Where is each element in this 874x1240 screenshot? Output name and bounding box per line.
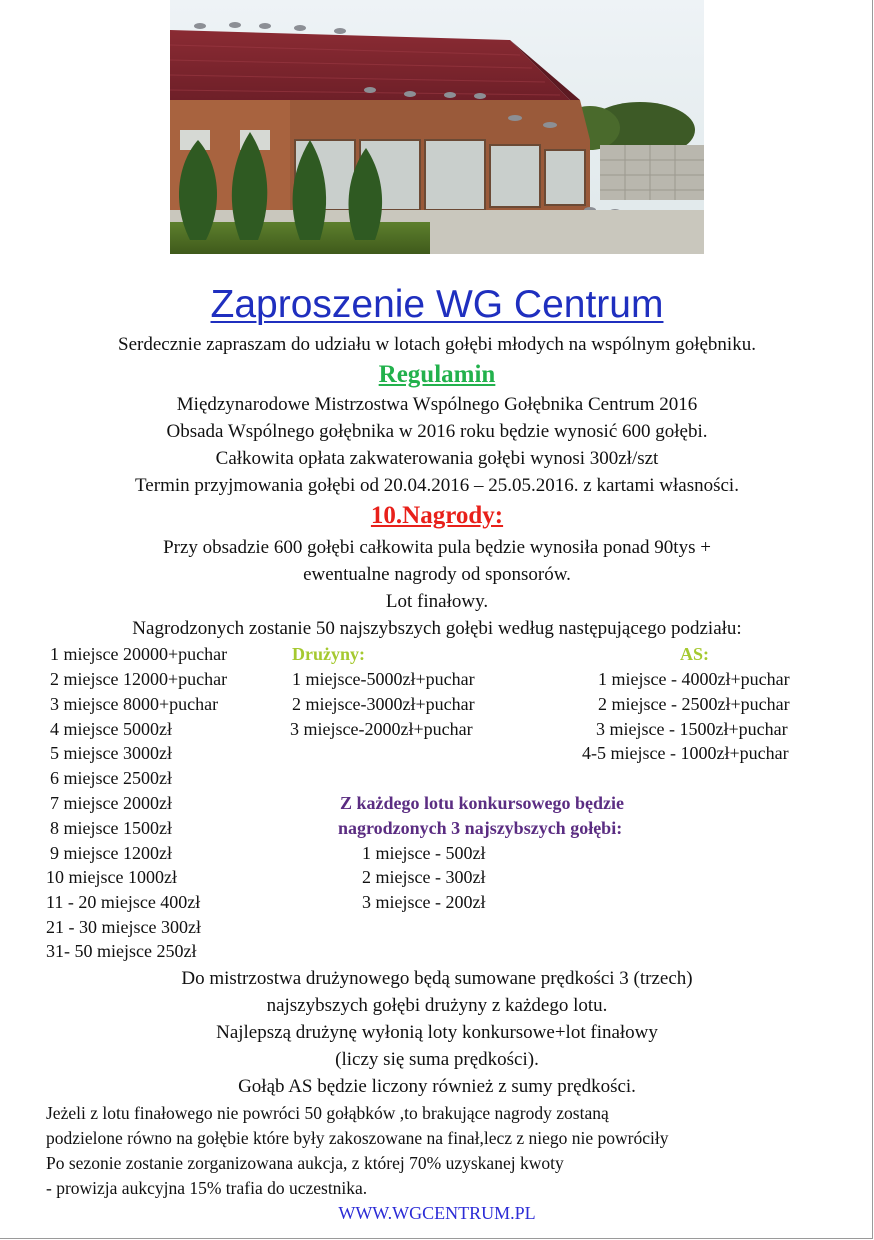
konkurs-heading-2: nagrodzonych 3 najszybszych gołębi: bbox=[338, 818, 623, 838]
place-item: 9 miejsce 1200zł bbox=[50, 843, 172, 863]
nagrody-line-1: Przy obsadzie 600 gołębi całkowita pula będzie wynosiła ponad 90tys + bbox=[163, 537, 711, 558]
place-item: 2 miejsce 12000+puchar bbox=[50, 669, 228, 689]
pigeon-loft-photo bbox=[170, 0, 704, 254]
nagrody-line-4: Nagrodzonych zostanie 50 najszybszych gołębi według następującego podziału: bbox=[132, 618, 742, 639]
as-item: 3 miejsce - 1500zł+puchar bbox=[596, 719, 788, 739]
nagrody-line-2: ewentualne nagrody od sponsorów. bbox=[303, 564, 571, 585]
place-item: 21 - 30 miejsce 300zł bbox=[46, 917, 201, 937]
as-item: 4-5 miejsce - 1000zł+puchar bbox=[582, 743, 789, 763]
konkurs-item: 3 miejsce - 200zł bbox=[362, 892, 486, 912]
place-item: 10 miejsce 1000zł bbox=[46, 867, 177, 887]
as-item: 2 miejsce - 2500zł+puchar bbox=[598, 694, 790, 714]
place-item: 1 miejsce 20000+puchar bbox=[50, 644, 228, 664]
place-item: 5 miejsce 3000zł bbox=[50, 743, 172, 763]
nagrody-heading: 10.Nagrody: bbox=[370, 502, 504, 529]
konkurs-heading-1: Z każdego lotu konkursowego będzie bbox=[340, 793, 625, 813]
closing-line-1: Do mistrzostwa drużynowego będą sumowane prędkości 3 (trzech) bbox=[181, 968, 693, 989]
regulamin-line-4: Termin przyjmowania gołębi od 20.04.2016 – 25.05.2016. z kartami własności. bbox=[135, 475, 739, 496]
regulamin-heading: Regulamin bbox=[378, 361, 496, 388]
druzyny-item: 1 miejsce-5000zł+puchar bbox=[292, 669, 475, 689]
closing-line-3: Najlepszą drużynę wyłonią loty konkursowe+lot finałowy bbox=[216, 1022, 658, 1043]
konkurs-item: 1 miejsce - 500zł bbox=[362, 843, 486, 863]
header-photo bbox=[170, 0, 704, 254]
closing-line-4: (liczy się suma prędkości). bbox=[335, 1049, 539, 1070]
regulamin-line-1: Międzynarodowe Mistrzostwa Wspólnego Gołębnika Centrum 2016 bbox=[176, 394, 698, 415]
as-item: 1 miejsce - 4000zł+puchar bbox=[598, 669, 790, 689]
note-line-2: podzielone równo na gołębie które były zakoszowane na finał,lecz z niego nie powróciły bbox=[46, 1128, 669, 1148]
place-item: 8 miejsce 1500zł bbox=[50, 818, 172, 838]
closing-line-2: najszybszych gołębi drużyny z każdego lotu. bbox=[266, 995, 608, 1016]
place-item: 4 miejsce 5000zł bbox=[50, 719, 172, 739]
place-item: 3 miejsce 8000+puchar bbox=[50, 694, 219, 714]
nagrody-line-3: Lot finałowy. bbox=[385, 591, 489, 612]
page-title: Zaproszenie WG Centrum bbox=[210, 283, 664, 326]
regulamin-line-2: Obsada Wspólnego gołębnika w 2016 roku będzie wynosić 600 gołębi. bbox=[166, 421, 708, 442]
note-line-3: Po sezonie zostanie zorganizowana aukcja, z której 70% uzyskanej kwoty bbox=[46, 1153, 564, 1173]
konkurs-item: 2 miejsce - 300zł bbox=[362, 867, 486, 887]
closing-line-5: Gołąb AS będzie liczony również z sumy prędkości. bbox=[238, 1076, 636, 1097]
place-item: 6 miejsce 2500zł bbox=[50, 768, 172, 788]
druzyny-item: 3 miejsce-2000zł+puchar bbox=[290, 719, 473, 739]
note-line-1: Jeżeli z lotu finałowego nie powróci 50 gołąbków ,to brakujące nagrody zostaną bbox=[46, 1103, 609, 1123]
intro-text: Serdecznie zapraszam do udziału w lotach gołębi młodych na wspólnym gołębniku. bbox=[118, 334, 756, 355]
place-item: 31- 50 miejsce 250zł bbox=[46, 941, 197, 961]
website-link[interactable]: WWW.WGCENTRUM.PL bbox=[338, 1203, 536, 1223]
druzyny-item: 2 miejsce-3000zł+puchar bbox=[292, 694, 475, 714]
as-heading: AS: bbox=[680, 644, 710, 664]
place-item: 11 - 20 miejsce 400zł bbox=[46, 892, 201, 912]
regulamin-line-3: Całkowita opłata zakwaterowania gołębi wynosi 300zł/szt bbox=[215, 448, 659, 469]
note-line-4: - prowizja aukcyjna 15% trafia do uczestnika. bbox=[46, 1178, 368, 1198]
place-item: 7 miejsce 2000zł bbox=[50, 793, 172, 813]
druzyny-heading: Drużyny: bbox=[292, 644, 365, 664]
